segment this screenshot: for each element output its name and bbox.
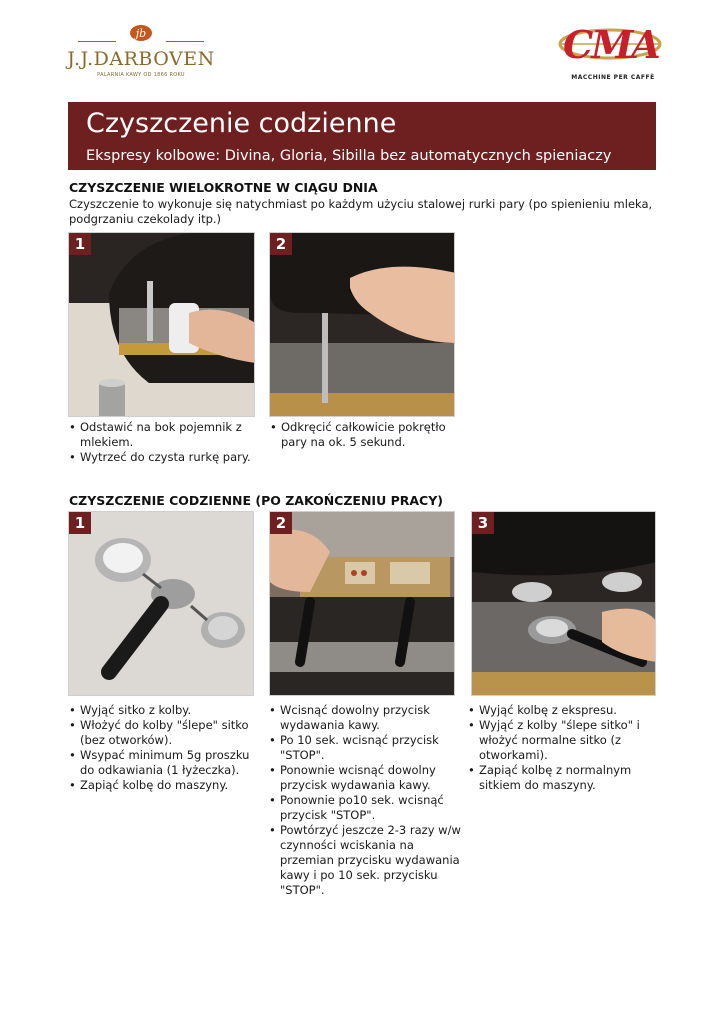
- step-number: 1: [69, 233, 91, 255]
- cma-tagline: MACCHINE PER CAFFÈ: [571, 74, 655, 81]
- instruction-item: • Wsypać minimum 5g proszku do odkawiania (1 łyżeczka).: [69, 748, 264, 778]
- page-title: Czyszczenie codzienne: [86, 108, 397, 139]
- instruction-item: • Odstawić na bok pojemnik z mlekiem.: [69, 420, 259, 450]
- instruction-item: • Ponownie wcisnąć dowolny przycisk wydawania kawy.: [269, 763, 464, 793]
- step-number: 2: [270, 233, 292, 255]
- step-number: 2: [270, 512, 292, 534]
- cma-logo: [555, 16, 665, 86]
- instruction-item: • Odkręcić całkowicie pokrętło pary na ok. 5 sekund.: [270, 420, 460, 450]
- instruction-item: • Zapiąć kolbę do maszyny.: [69, 778, 264, 793]
- steam-wand-milk-pitcher-icon: [69, 233, 255, 417]
- darboven-logo: [66, 22, 216, 84]
- instruction-item: • Wcisnąć dowolny przycisk wydawania kawy.: [269, 703, 464, 733]
- darboven-tagline: PALARNIA KAWY OD 1866 ROKU: [97, 72, 185, 78]
- step-number: 1: [69, 512, 91, 534]
- section-heading-daily-end: CZYSZCZENIE CODZIENNE (PO ZAKOŃCZENIU PRACY): [69, 493, 443, 508]
- instruction-item: • Ponownie po10 sek. wcisnąć przycisk "STOP".: [269, 793, 464, 823]
- instruction-item: • Wyjąć z kolby "ślepe sitko" i włożyć normalne sitko (z otworkami).: [468, 718, 663, 763]
- portafilter-filters-icon: [69, 512, 254, 696]
- step-photo: [68, 511, 254, 696]
- section-heading-daily-multiple: CZYSZCZENIE WIELOKROTNE W CIĄGU DNIA: [69, 180, 378, 195]
- control-panel-buttons-icon: [270, 512, 455, 696]
- instruction-item: • Po 10 sek. wcisnąć przycisk "STOP".: [269, 733, 464, 763]
- step-photo: [471, 511, 656, 696]
- steam-knob-hand-icon: [270, 233, 455, 417]
- logo-divider: [78, 41, 116, 42]
- step-instructions: [270, 420, 460, 450]
- step-photo: [68, 232, 255, 417]
- cma-letters: CMA: [563, 22, 659, 67]
- step-instructions: [269, 703, 464, 898]
- section-intro: Czyszczenie to wykonuje się natychmiast po każdym użyciu stalowej rurki pary (po spienieniu mleka, podgrzaniu czekolady itp.): [69, 197, 653, 226]
- instruction-item: • Wyjąć kolbę z ekspresu.: [468, 703, 663, 718]
- logo-divider: [166, 41, 204, 42]
- svg-text:jb: jb: [135, 27, 147, 40]
- step-photo: [269, 232, 455, 417]
- instruction-item: • Wyjąć sitko z kolby.: [69, 703, 264, 718]
- instruction-item: • Powtórzyć jeszcze 2-3 razy w/w czynności wciskania na przemian przycisku wydawania kawy i po 10 sek. przycisku "STOP".: [269, 823, 464, 898]
- step-instructions: [468, 703, 663, 793]
- step-photo: [269, 511, 455, 696]
- page-subtitle: Ekspresy kolbowe: Divina, Gloria, Sibilla bez automatycznych spieniaczy: [86, 148, 612, 164]
- portafilter-group-head-icon: [472, 512, 656, 696]
- darboven-name: J.J.DARBOVEN: [67, 48, 215, 70]
- instruction-item: • Włożyć do kolby "ślepe" sitko (bez otworków).: [69, 718, 264, 748]
- instruction-item: • Wytrzeć do czysta rurkę pary.: [69, 450, 259, 465]
- step-number: 3: [472, 512, 494, 534]
- step-instructions: [69, 420, 259, 465]
- darboven-badge-icon: [128, 22, 154, 42]
- instruction-item: • Zapiąć kolbę z normalnym sitkiem do maszyny.: [468, 763, 663, 793]
- step-instructions: [69, 703, 264, 793]
